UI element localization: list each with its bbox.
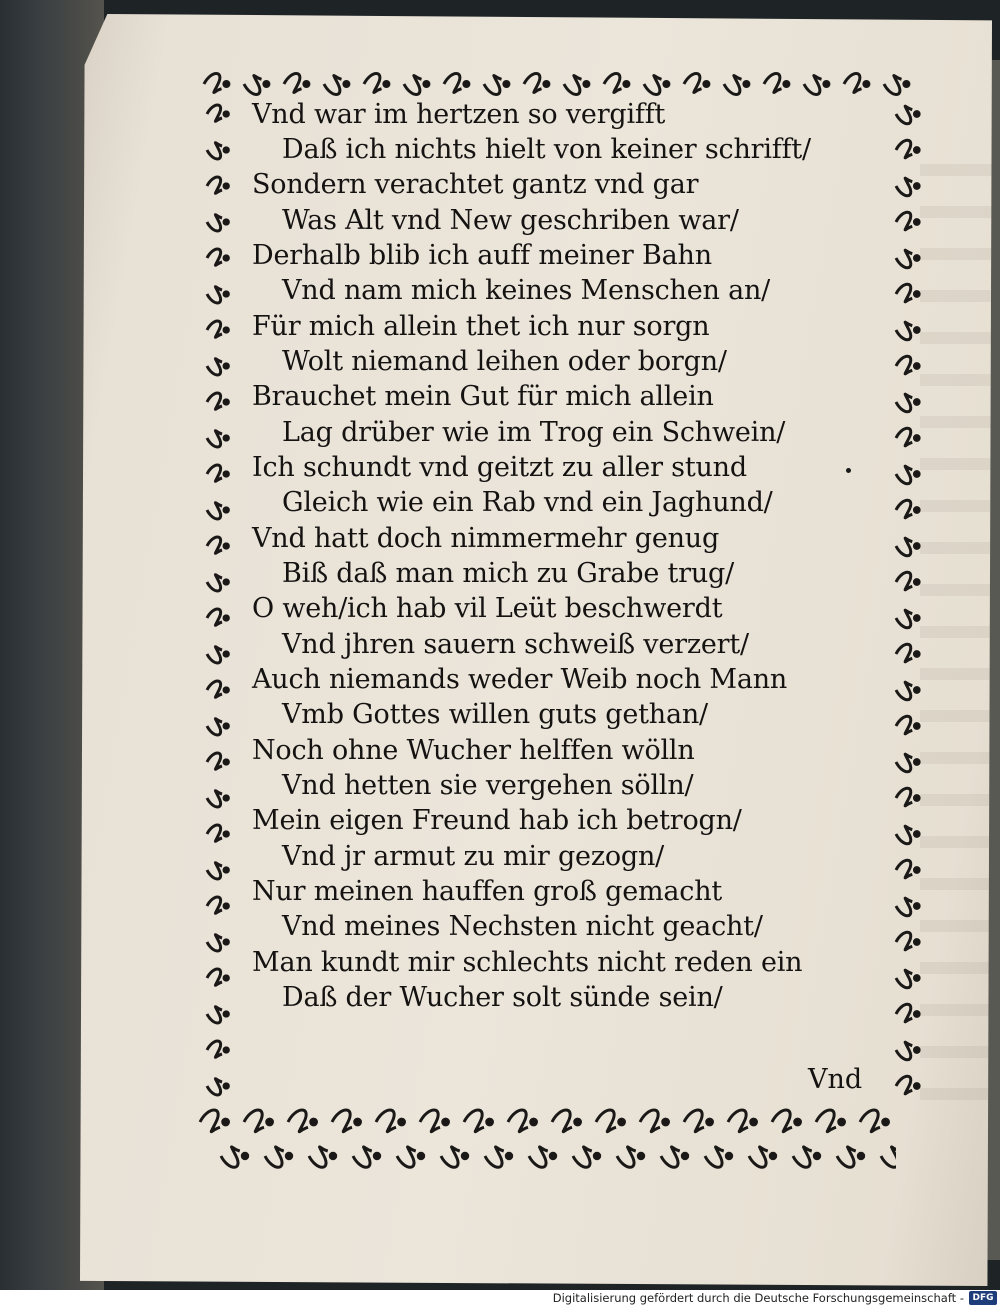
verse-line: Man kundt mir schlechts nicht reden ein — [252, 947, 803, 978]
verse-line: Vnd jr armut zu mir gezogn/ — [282, 841, 665, 872]
verse-line: Biß daß man mich zu Grabe trug/ — [282, 558, 735, 589]
verse-line: Noch ohne Wucher helffen wölln — [252, 735, 695, 766]
verse-line: Vnd war im hertzen so vergifft — [252, 99, 666, 130]
verse-line: Vnd hetten sie vergehen sölln/ — [282, 770, 694, 801]
verse-line: Gleich wie ein Rab vnd ein Jaghund/ — [282, 487, 773, 518]
verse-line: Vnd hatt doch nimmermehr genug — [252, 523, 720, 554]
verse-line: Daß ich nichts hielt von keiner schrifft/ — [282, 134, 811, 165]
verse-line: Daß der Wucher solt sünde sein/ — [282, 982, 723, 1013]
verse-line: Derhalb blib ich auff meiner Bahn — [252, 240, 712, 271]
ornamental-border-bottom — [196, 1098, 896, 1180]
ornamental-border-right — [884, 100, 934, 1110]
ink-speck — [846, 468, 851, 473]
verse-line: Vnd jhren sauern schweiß verzert/ — [282, 629, 749, 660]
funding-credit: Digitalisierung gefördert durch die Deutsche Forschungsgemeinschaft - — [552, 1291, 964, 1305]
verse-line: Lag drüber wie im Trog ein Schwein/ — [282, 417, 786, 448]
verse-line: Vnd nam mich keines Menschen an/ — [282, 275, 771, 306]
verse-line: Vmb Gottes willen guts gethan/ — [282, 699, 708, 730]
verse-line: Für mich allein thet ich nur sorgn — [252, 311, 710, 342]
verse-line: Vnd meines Nechsten nicht geacht/ — [282, 911, 763, 942]
verse-line: Ich schundt vnd geitzt zu aller stund — [252, 452, 747, 483]
verse-line: O weh/ich hab vil Leüt beschwerdt — [252, 593, 723, 624]
verse-line: Wolt niemand leihen oder borgn/ — [282, 346, 727, 377]
verse-line: Auch niemands weder Weib noch Mann — [252, 664, 788, 695]
verse-line: Mein eigen Freund hab ich betrogn/ — [252, 805, 742, 836]
verse-line: Nur meinen hauffen groß gemacht — [252, 876, 723, 907]
dfg-logo: DFG — [969, 1291, 997, 1305]
ornamental-border-left — [198, 100, 240, 1100]
catchword: Vnd — [808, 1064, 863, 1095]
verse-line: Sondern verachtet gantz vnd gar — [252, 169, 699, 200]
verse-line: Brauchet mein Gut für mich allein — [252, 381, 714, 412]
verse-line: Was Alt vnd New geschriben war/ — [282, 205, 739, 236]
